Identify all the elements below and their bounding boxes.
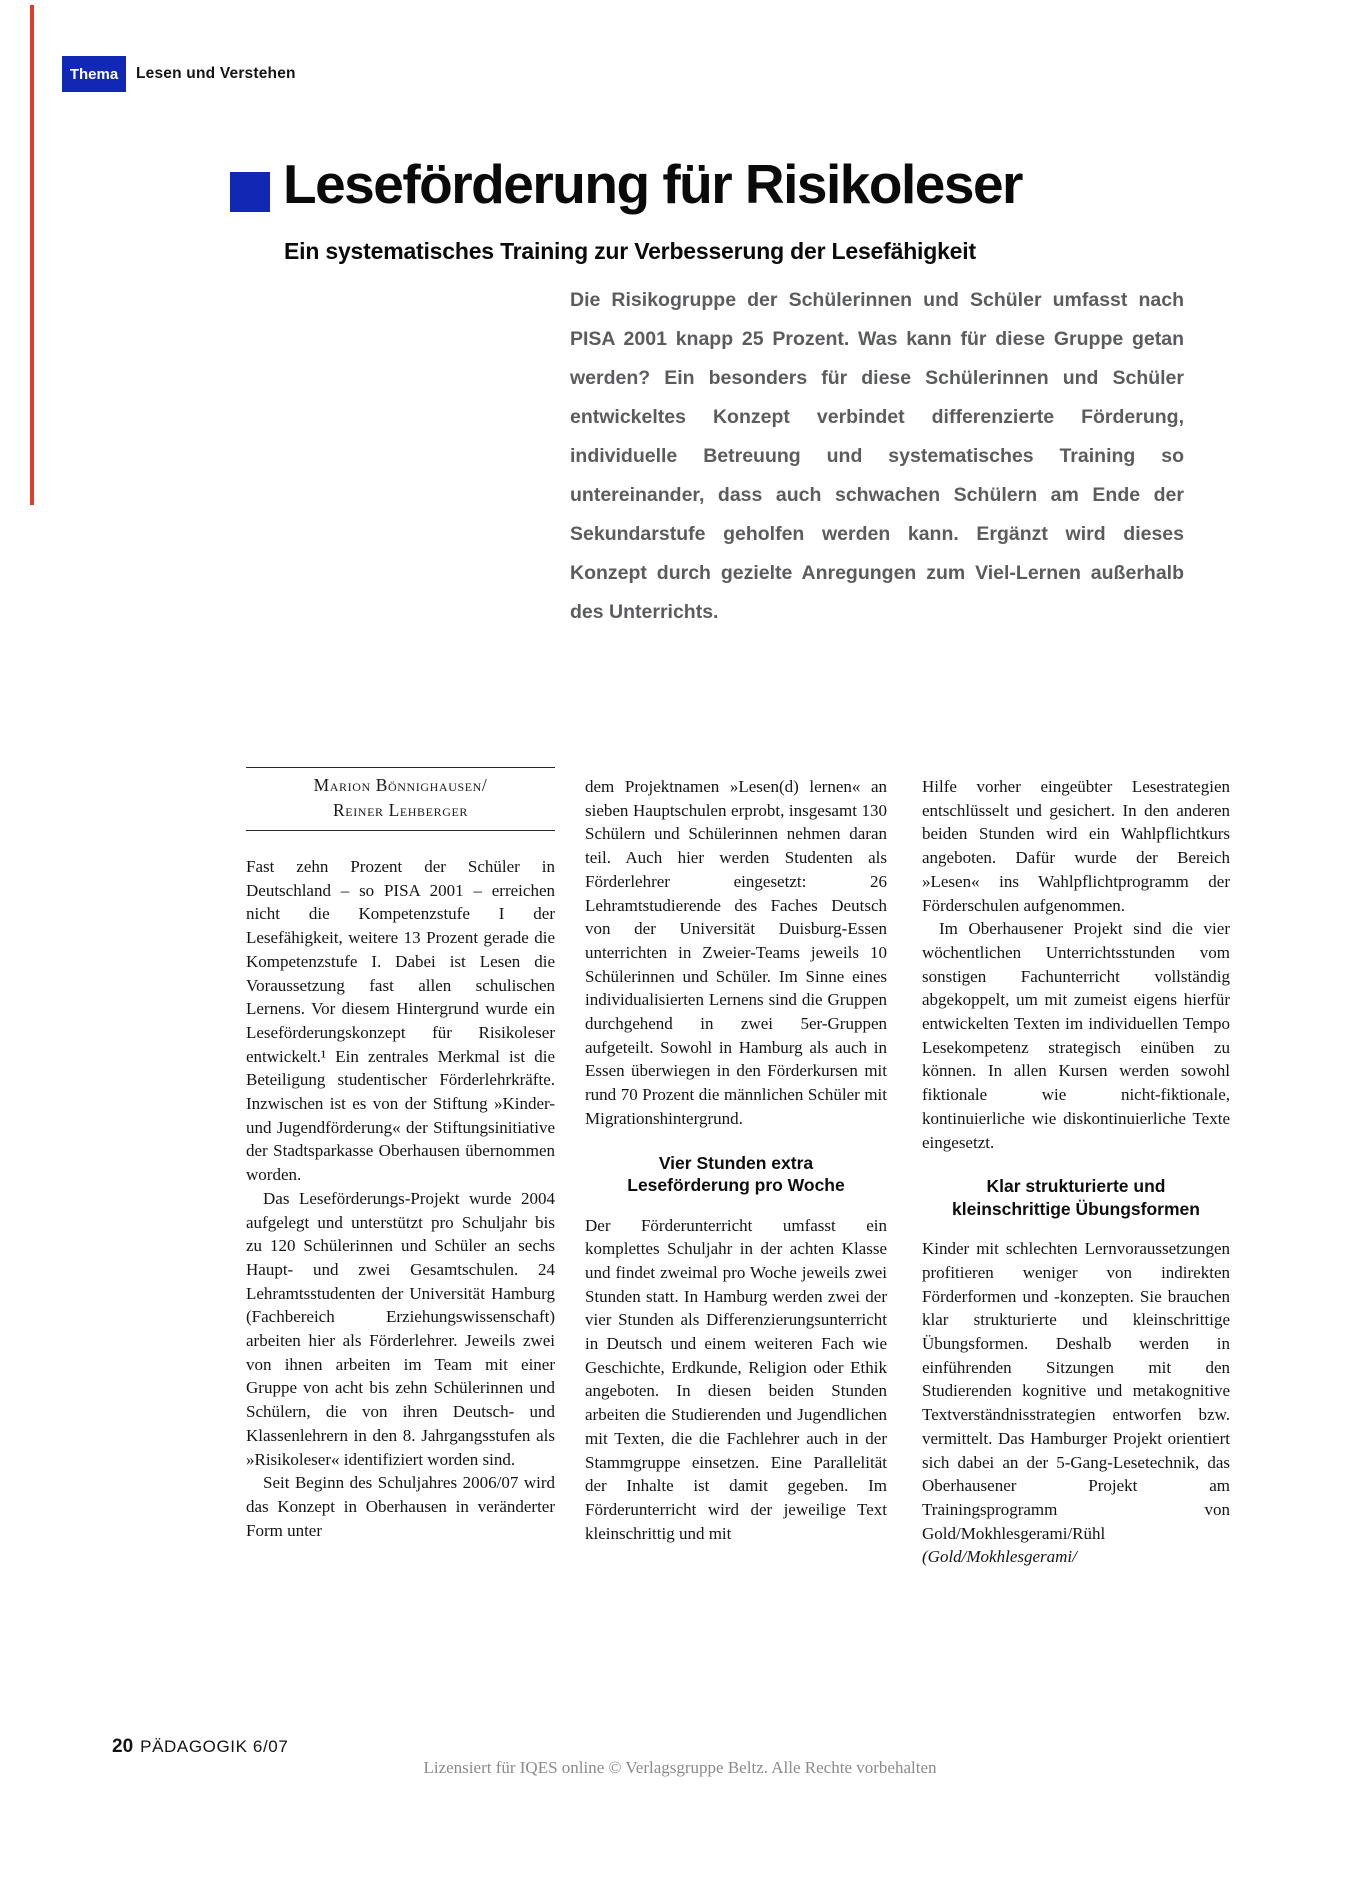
article-title: Leseförderung für Risikoleser: [283, 153, 1022, 215]
body-paragraph: Im Oberhausener Projekt sind die vier wöchentlichen Unterrichtsstunden vom sonstigen Fachunterricht vollständig abgekoppelt, um mit zumeist eigens hierfür entwickelten Texten im individuellen Tempo Lesekompetenz strategisch einüben zu können. In allen Kursen werden sowohl fiktionale wie nicht-fiktionale, kontinuierliche wie diskontinuierliche Texte eingesetzt.: [922, 919, 1230, 1152]
header-row: [62, 56, 296, 92]
article-subtitle: Ein systematisches Training zur Verbesserung der Lesefähigkeit: [284, 238, 976, 264]
body-paragraph: Kinder mit schlechten Lernvoraussetzungen profitieren weniger von indirekten Förderformen und -konzepten. Sie brauchen klar strukturierte und kleinschrittige Übungsformen. Deshalb werden in einführenden Sitzungen mit den Studierenden kognitive und metakognitive Textverständnisstrategien entworfen bzw. vermittelt. Das Hamburger Projekt orientiert sich dabei an der 5-Gang-Lesetechnik, das Oberhausener Projekt am Trainingsprogramm von Gold/Mokhlesgerami/Rühl (Gold/Mokhlesgerami/: [922, 1239, 1230, 1567]
body-paragraph: Hilfe vorher eingeübter Lesestrategien entschlüsselt und gesichert. In den anderen beiden Stunden wird ein Wahlpflichtkurs angeboten. Dafür wurde der Bereich »Lesen« ins Wahlpflichtprogramm der Förderschulen aufgenommen.: [922, 777, 1230, 915]
body-paragraph: Seit Beginn des Schuljahres 2006/07 wird das Konzept in Oberhausen in veränderter Form unter: [246, 1473, 555, 1540]
topic-label: Lesen und Verstehen: [136, 65, 296, 82]
column-heading: Vier Stunden extra Leseförderung pro Woche: [627, 1152, 845, 1196]
author-line-1: Marion Bönnighausen/: [313, 775, 488, 795]
column-heading: Klar strukturierte und kleinschrittige Übungsformen: [952, 1176, 1200, 1219]
column-2: [585, 775, 887, 1545]
license-line: Lizensiert für IQES online © Verlagsgruppe Beltz. Alle Rechte vorbehalten: [423, 1758, 937, 1777]
column-1: [246, 767, 555, 1542]
body-paragraph: dem Projektnamen »Lesen(d) lernen« an sieben Hauptschulen erprobt, insgesamt 130 Schülern und Schülerinnen nehmen daran teil. Auch hier werden Studenten als Förderlehrer eingesetzt: 26 Lehramtstudierende des Faches Deutsch von der Universität Duisburg-Essen unterrichten in Zweier-Teams jeweils 10 Schülerinnen und Schüler. Im Sinne eines individualisierten Lernens sind die Gruppen durchgehend in zwei 5er-Gruppen aufgeteilt. Sowohl in Hamburg als auch in Essen überwiegen in den Förderkursen mit rund 70 Prozent die männlichen Schüler mit Migrationshintergrund.: [585, 777, 887, 1128]
footer-journal: PÄDAGOGIK 6/07: [140, 1737, 289, 1756]
body-paragraph: Das Leseförderungs-Projekt wurde 2004 aufgelegt und unterstützt pro Schuljahr bis zu 120 Schülerinnen und Schüler an sechs Haupt- und zwei Gesamtschulen. 24 Lehramtsstudenten der Universität Hamburg (Fachbereich Erziehungswissenschaft) arbeiten hier als Förderlehrer. Jeweils zwei von ihnen arbeiten im Team mit einer Gruppe von acht bis zehn Schülerinnen und Schülern, die von ihren Deutsch- und Klassenlehrern in den 8. Jahrgangsstufen als »Risikoleser« identifiziert worden sind.: [246, 1188, 555, 1469]
footer: [112, 1736, 288, 1758]
lead-paragraph: Die Risikogruppe der Schülerinnen und Schüler umfasst nach PISA 2001 knapp 25 Prozent. Was kann für diese Gruppe getan werden? Ein besonders für diese Schülerinnen und Schüler entwickeltes Konzept verbindet differenzierte Förderung, individuelle Betreuung und systematisches Training so untereinander, dass auch schwachen Schülern am Ende der Sekundarstufe geholfen werden kann. Ergänzt wird dieses Konzept durch gezielte Anregungen zum Viel-Lernen außerhalb des Unterrichts.: [570, 289, 1184, 623]
column-3: [922, 775, 1230, 1569]
footer-page-number: 20: [112, 1736, 134, 1757]
thema-badge: [62, 56, 126, 92]
body-paragraph: Der Förderunterricht umfasst ein komplettes Schuljahr in der achten Klasse und findet zweimal pro Woche jeweils zwei Stunden statt. In Hamburg werden zwei der vier Stunden als Differenzierungsunterricht in Deutsch und einem weiteren Fach wie Geschichte, Erdkunde, Religion oder Ethik angeboten. In diesen beiden Stunden arbeiten die Studierenden und Jugendlichen mit Texten, die die Fachlehrer auch in der Stammgruppe einsetzen. Eine Parallelität der Inhalte ist damit gegeben. Im Förderunterricht wird der jeweilige Text kleinschrittig und mit: [585, 1215, 887, 1543]
thema-badge-label: Thema: [69, 65, 119, 83]
italic-citation: (Gold/Mokhlesgerami/: [922, 1547, 1077, 1567]
author-block: [246, 767, 555, 831]
red-margin-bar: [30, 5, 34, 505]
author-line-2: Reiner Lehberger: [333, 800, 468, 820]
title-square: [230, 172, 270, 212]
body-paragraph: Fast zehn Prozent der Schüler in Deutschland – so PISA 2001 – erreichen nicht die Kompetenzstufe I der Lesefähigkeit, weitere 13 Prozent gerade die Kompetenzstufe I. Dabei ist Lesen die Voraussetzung fast allen schulischen Lernens. Vor diesem Hintergrund wurde ein Leseförderungskonzept für Risikoleser entwickelt.¹ Ein zentrales Merkmal ist die Beteiligung studentischer Förderlehrkräfte. Inzwischen ist es von der Stiftung »Kinder- und Jugendförderung« der Stiftungsinitiative der Stadtsparkasse Oberhausen übernommen worden.: [246, 857, 555, 1185]
